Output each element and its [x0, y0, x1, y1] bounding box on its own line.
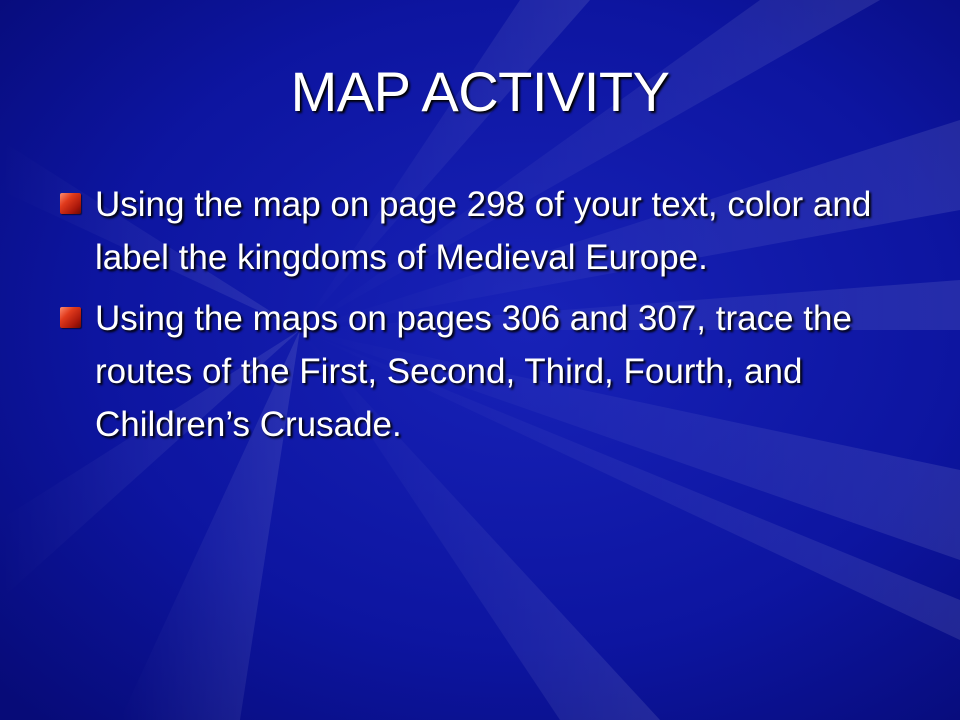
- red-square-bullet-icon: [60, 193, 81, 214]
- slide-title: MAP ACTIVITY: [290, 60, 670, 123]
- red-square-bullet-icon: [60, 307, 81, 328]
- bullet-text: Using the map on page 298 of your text, color and label the kingdoms of Medieval Europe.: [95, 185, 872, 277]
- bullet-item: [60, 178, 920, 284]
- bullet-list: [60, 178, 920, 459]
- bullet-item: [60, 292, 920, 451]
- bullet-text: Using the maps on pages 306 and 307, trace the routes of the First, Second, Third, Fourth, and Children’s Crusade.: [95, 299, 852, 444]
